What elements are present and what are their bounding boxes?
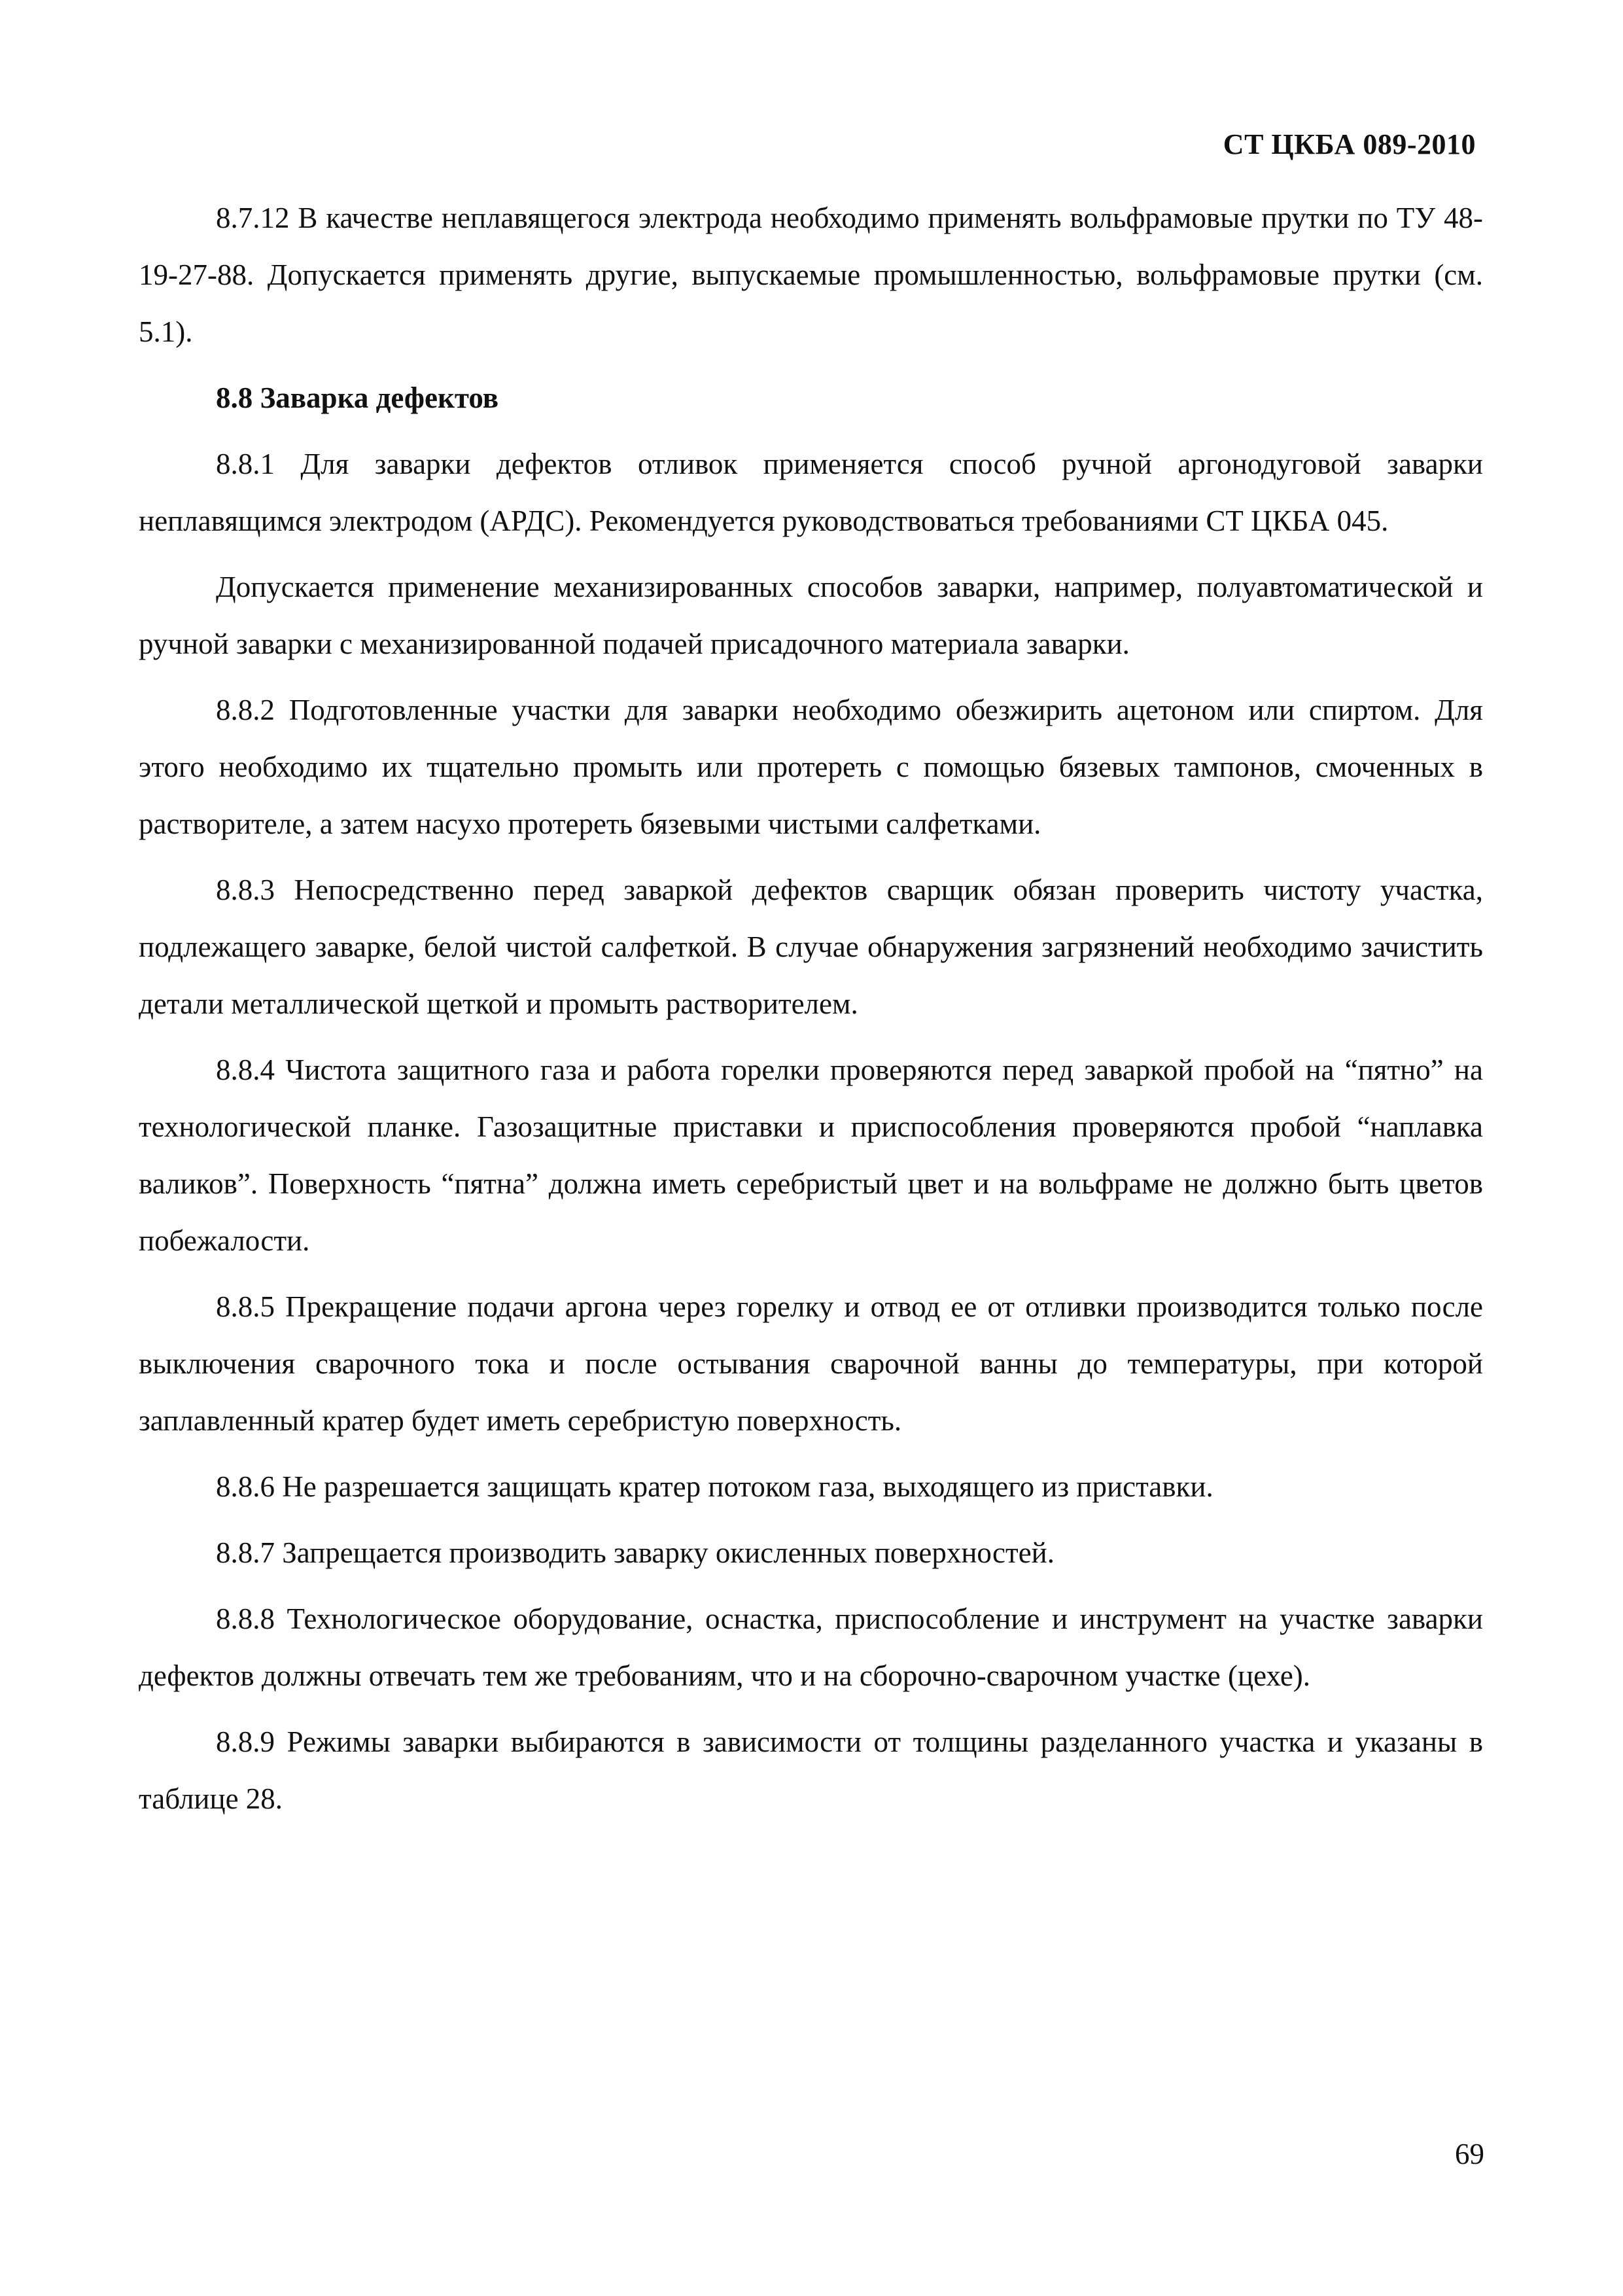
page-number: 69	[1455, 2138, 1484, 2170]
document-code-header: СТ ЦКБА 089-2010	[1223, 128, 1476, 160]
paragraph-8-8-1: 8.8.1 Для заварки дефектов отливок применяется способ ручной аргонодуговой заварки неплавящимся электродом (АРДС). Рекомендуется руководствоваться требованиями СТ ЦКБА 045.	[139, 448, 1483, 537]
paragraph-8-8-9: 8.8.9 Режимы заварки выбираются в зависимости от толщины разделанного участка и указаны в таблице 28.	[139, 1725, 1483, 1815]
document-body	[139, 190, 1483, 1828]
paragraph-8-8-1-continued: Допускается применение механизированных способов заварки, например, полуавтоматической и ручной заварки с механизированной подачей присадочного материала заварки.	[139, 571, 1483, 660]
paragraph-8-8-5: 8.8.5 Прекращение подачи аргона через горелку и отвод ее от отливки производится только после выключения сварочного тока и после остывания сварочной ванны до температуры, при которой заплавленный кратер будет иметь серебристую поверхность.	[139, 1290, 1483, 1437]
section-heading-8-8: 8.8 Заварка дефектов	[216, 381, 499, 414]
paragraph-8-7-12: 8.7.12 В качестве неплавящегося электрода необходимо применять вольфрамовые прутки по ТУ 48-19-27-88. Допускается применять другие, выпускаемые промышленностью, вольфрамовые прутки (см. 5.1).	[139, 202, 1483, 348]
paragraph-8-8-4: 8.8.4 Чистота защитного газа и работа горелки проверяются перед заваркой пробой на “пятно” на технологической планке. Газозащитные приставки и приспособления проверяются пробой “наплавка валиков”. Поверхность “пятна” должна иметь серебристый цвет и на вольфраме не должно быть цветов побежалости.	[139, 1053, 1483, 1257]
paragraph-8-8-8: 8.8.8 Технологическое оборудование, оснастка, приспособление и инструмент на участке заварки дефектов должны отвечать тем же требованиям, что и на сборочно-сварочном участке (цехе).	[139, 1602, 1483, 1692]
paragraph-8-8-3: 8.8.3 Непосредственно перед заваркой дефектов сварщик обязан проверить чистоту участка, подлежащего заварке, белой чистой салфеткой. В случае обнаружения загрязнений необходимо зачистить детали металлической щеткой и промыть растворителем.	[139, 874, 1483, 1020]
paragraph-8-8-6: 8.8.6 Не разрешается защищать кратер потоком газа, выходящего из приставки.	[216, 1470, 1213, 1503]
paragraph-8-8-2: 8.8.2 Подготовленные участки для заварки необходимо обезжирить ацетоном или спиртом. Для этого необходимо их тщательно промыть или протереть с помощью бязевых тампонов, смоченных в растворителе, а затем насухо протереть бязевыми чистыми салфетками.	[139, 694, 1483, 840]
paragraph-8-8-7: 8.8.7 Запрещается производить заварку окисленных поверхностей.	[216, 1536, 1055, 1569]
